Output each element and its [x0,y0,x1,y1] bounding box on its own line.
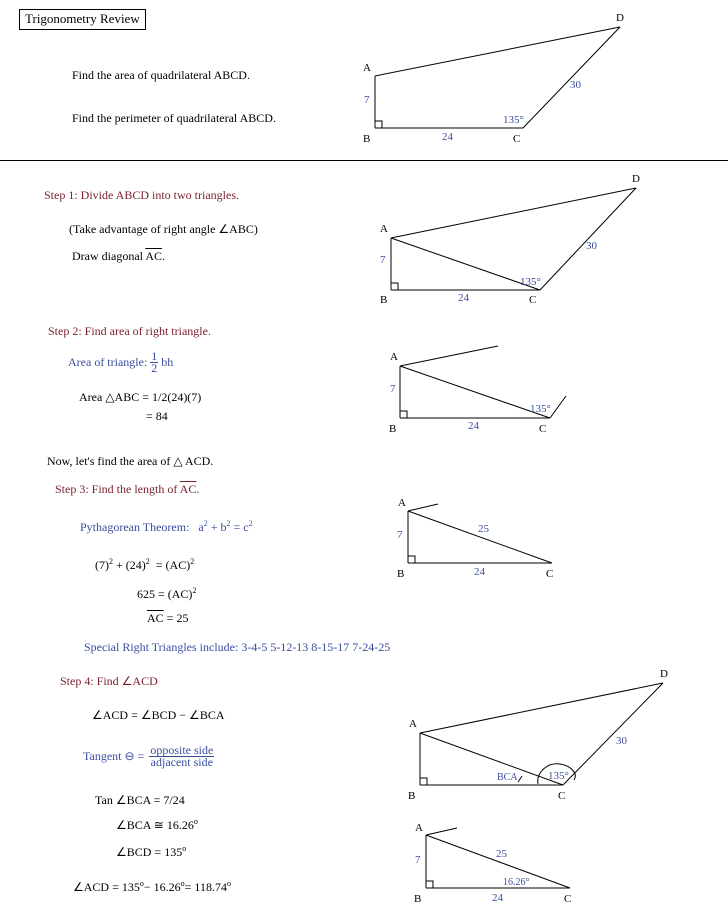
vertex-c: C [513,133,521,145]
acd-result: ∠ACD = $135^o- 16.26^o= 118.74^o$ [73,879,231,894]
svg-text:7: 7 [380,254,386,266]
vertex-a: A [363,62,371,74]
svg-text:A: A [380,223,388,235]
svg-text:30: 30 [586,240,597,252]
step4-heading: Step 4: Find ∠ACD [60,674,158,688]
svg-text:B: B [408,790,416,802]
svg-text:C: C [546,568,554,580]
pythagorean-theorem: Pythagorean Theorem: $a^2 + b^2 = c^2$ [80,519,253,534]
ac-length: $\overline{AC} = 25$ [147,611,189,625]
svg-text:24: 24 [458,292,469,304]
vertex-b: B [363,133,371,145]
special-triangles: Special Right Triangles include: 3-4-5 5-12-13 8-15-17 7-24-25 [84,640,391,654]
area-calc: Area △ABC = 1/2(24)(7) [79,390,202,404]
transition-text: Now, let's find the area of △ ACD. [47,454,214,468]
step1-note: (Take advantage of right angle ∠ABC) [69,222,258,236]
svg-text:25: 25 [496,848,507,860]
svg-text:135°: 135° [548,770,569,782]
bca-label: BCA [497,772,518,783]
svg-text:B: B [380,294,388,306]
label-cd: 30 [570,79,581,91]
bcd-value: ∠BCD = $135^o$ [116,844,187,859]
question-perimeter: Find the perimeter of quadrilateral ABCD. [72,111,276,125]
svg-text:A: A [390,351,398,363]
area-formula: Area of triangle: $\frac{1}{2}$ bh [68,349,174,375]
angle-bca-label: 16.26° [503,877,530,888]
label-ab: 7 [364,94,370,106]
svg-text:C: C [529,294,537,306]
svg-text:C: C [558,790,566,802]
page-title: Trigonometry Review [19,9,146,30]
svg-text:24: 24 [468,420,479,432]
svg-text:135°: 135° [530,403,551,415]
pyth-equation: $(7)^2 + (24)^2 = (AC)^2$ [95,557,195,572]
question-area: Find the area of quadrilateral ABCD. [72,68,250,82]
svg-text:24: 24 [492,892,503,904]
svg-text:7: 7 [415,854,421,866]
svg-text:C: C [539,423,547,435]
svg-text:24: 24 [474,566,485,578]
label-bc: 24 [442,131,453,143]
svg-text:25: 25 [478,523,489,535]
svg-text:7: 7 [390,383,396,395]
label-angle-bcd: 135° [503,114,524,126]
tan-bca: Tan ∠BCA = 7/24 [95,793,185,807]
svg-text:B: B [397,568,405,580]
vertex-d: D [616,12,624,24]
step1-diagonal: Draw diagonal $\overline{AC}$. [72,249,165,263]
svg-text:B: B [414,893,422,905]
area-result: = 84 [146,409,168,423]
step2-heading: Step 2: Find area of right triangle. [48,324,211,338]
svg-text:D: D [632,173,640,185]
pyth-sum: 625 = (AC)$^2$ [137,586,197,601]
svg-text:135°: 135° [520,276,541,288]
step1-heading: Step 1: Divide ABCD into two triangles. [44,188,239,202]
svg-text:7: 7 [397,529,403,541]
tangent-def: Tangent ⊖ = $\frac{\text{opposite side}}{\text{adjacent side}}$ [83,743,214,769]
svg-text:B: B [389,423,397,435]
bca-value: ∠BCA ≅ 16.26$^o$ [116,817,198,832]
step3-heading: Step 3: Find the length of $\overline{AC}$. [55,482,200,496]
svg-text:D: D [660,668,668,680]
svg-text:A: A [409,718,417,730]
svg-text:C: C [564,893,572,905]
svg-text:A: A [415,822,423,834]
svg-text:A: A [398,497,406,509]
svg-text:30: 30 [616,735,627,747]
acd-formula: ∠ACD = ∠BCD − ∠BCA [92,708,225,722]
